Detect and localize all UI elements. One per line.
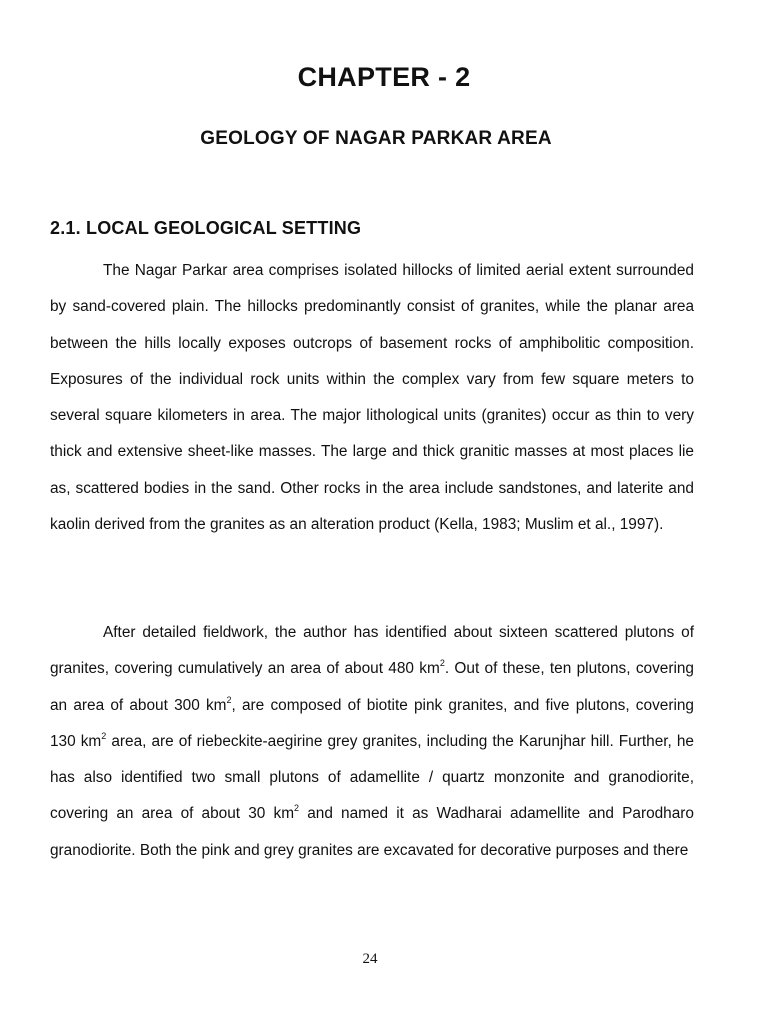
chapter-title: CHAPTER - 2	[297, 62, 471, 92]
paragraph-2-part-2: . Out of these, ten plutons, covering an area of about 300 km	[50, 660, 694, 714]
superscript-squared: 2	[101, 730, 107, 741]
superscript-squared: 2	[294, 803, 300, 814]
chapter-subtitle: GEOLOGY OF NAGAR PARKAR AREA	[200, 128, 552, 149]
paragraph-2-part-1: After detailed fieldwork, the author has identified about sixteen scattered plutons of granites, covering cumulatively an area of about 480 km	[50, 624, 694, 678]
paragraph-2-part-4: area, are of riebeckite-aegirine grey granites, including the Karunjhar hill. Further, he has also identified two small plutons of adamellite / quartz monzonite and granodiorite, covering an area of about 30 km	[50, 732, 694, 823]
paragraph-2-part-5: and named it as Wadharai adamellite and Parodharo granodiorite. Both the pink and grey granites are excavated for decorative purposes and there	[50, 805, 694, 859]
paragraph-2-part-3: , are composed of biotite pink granites, and five plutons, covering 130 km	[50, 696, 694, 750]
page-number: 24	[362, 951, 378, 967]
superscript-squared: 2	[439, 658, 445, 669]
body-paragraph-1	[50, 253, 694, 543]
body-paragraph-2	[50, 615, 694, 869]
paragraph-2-text	[50, 615, 694, 869]
section-heading: 2.1. LOCAL GEOLOGICAL SETTING	[50, 218, 362, 238]
superscript-squared: 2	[226, 694, 232, 705]
paragraph-1-text: The Nagar Parkar area comprises isolated hillocks of limited aerial extent surrounded by sand-covered plain. The hillocks predominantly consist of granites, while the planar area between the hills locally exposes outcrops of basement rocks of amphibolitic composition. Exposures of the individual rock units within the complex vary from few square meters to several square kilometers in area. The major lithological units (granites) occur as thin to very thick and extensive sheet-like masses. The large and thick granitic masses at most places lie as, scattered bodies in the sand. Other rocks in the area include sandstones, and laterite and kaolin derived from the granites as an alteration product (Kella, 1983; Muslim et al., 1997).	[50, 262, 694, 534]
